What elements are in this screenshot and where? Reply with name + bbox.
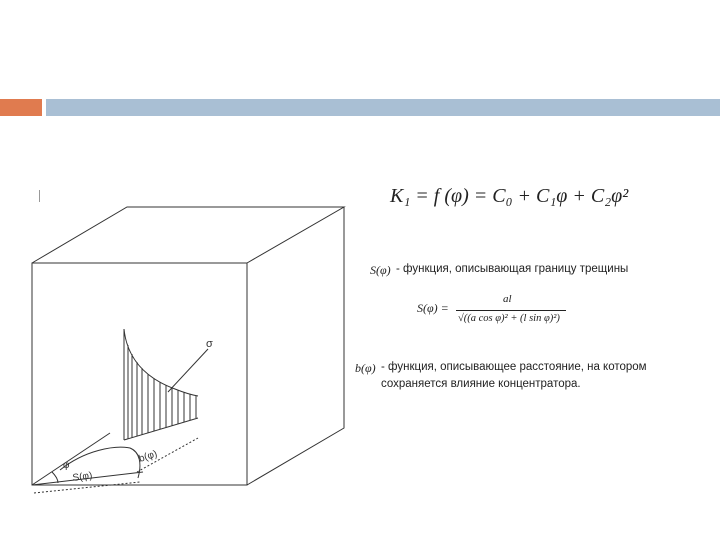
cube-right-face — [247, 207, 344, 485]
b-function-description-line2: сохраняется влияние концентратора. — [381, 378, 581, 390]
crack-boundary-curve — [124, 329, 198, 396]
angle-arc — [52, 472, 58, 483]
sigma-label: σ — [206, 338, 213, 350]
k1-formula: K₁ = f (φ) = C₀ + C₁φ + C₂φ² — [390, 185, 629, 207]
crack-base-line — [124, 418, 198, 440]
cube-top-face — [32, 207, 344, 263]
s-function-symbol: S(φ) — [370, 263, 391, 277]
s-dimension-line — [34, 482, 140, 493]
b-function-description-line1: - функция, описывающее расстояние, на котором — [381, 361, 647, 373]
phi-angle-label: φ — [63, 460, 70, 471]
crack-hatching — [124, 329, 196, 440]
s-formula-lhs: S(φ) = — [417, 301, 449, 315]
s-function-description: - функция, описывающая границу трещины — [396, 263, 629, 275]
s-formula-numerator: al — [503, 293, 512, 305]
s-formula-fraction-line — [456, 310, 566, 311]
b-function-symbol: b(φ) — [355, 361, 376, 375]
b-phi-label: b(φ) — [137, 448, 159, 465]
cube-front-face — [32, 263, 247, 485]
sigma-leader-line — [168, 349, 208, 392]
s-formula-denominator: √((a cos φ)² + (l sin φ)²) — [458, 313, 560, 324]
s-phi-label: S(φ) — [71, 470, 94, 484]
